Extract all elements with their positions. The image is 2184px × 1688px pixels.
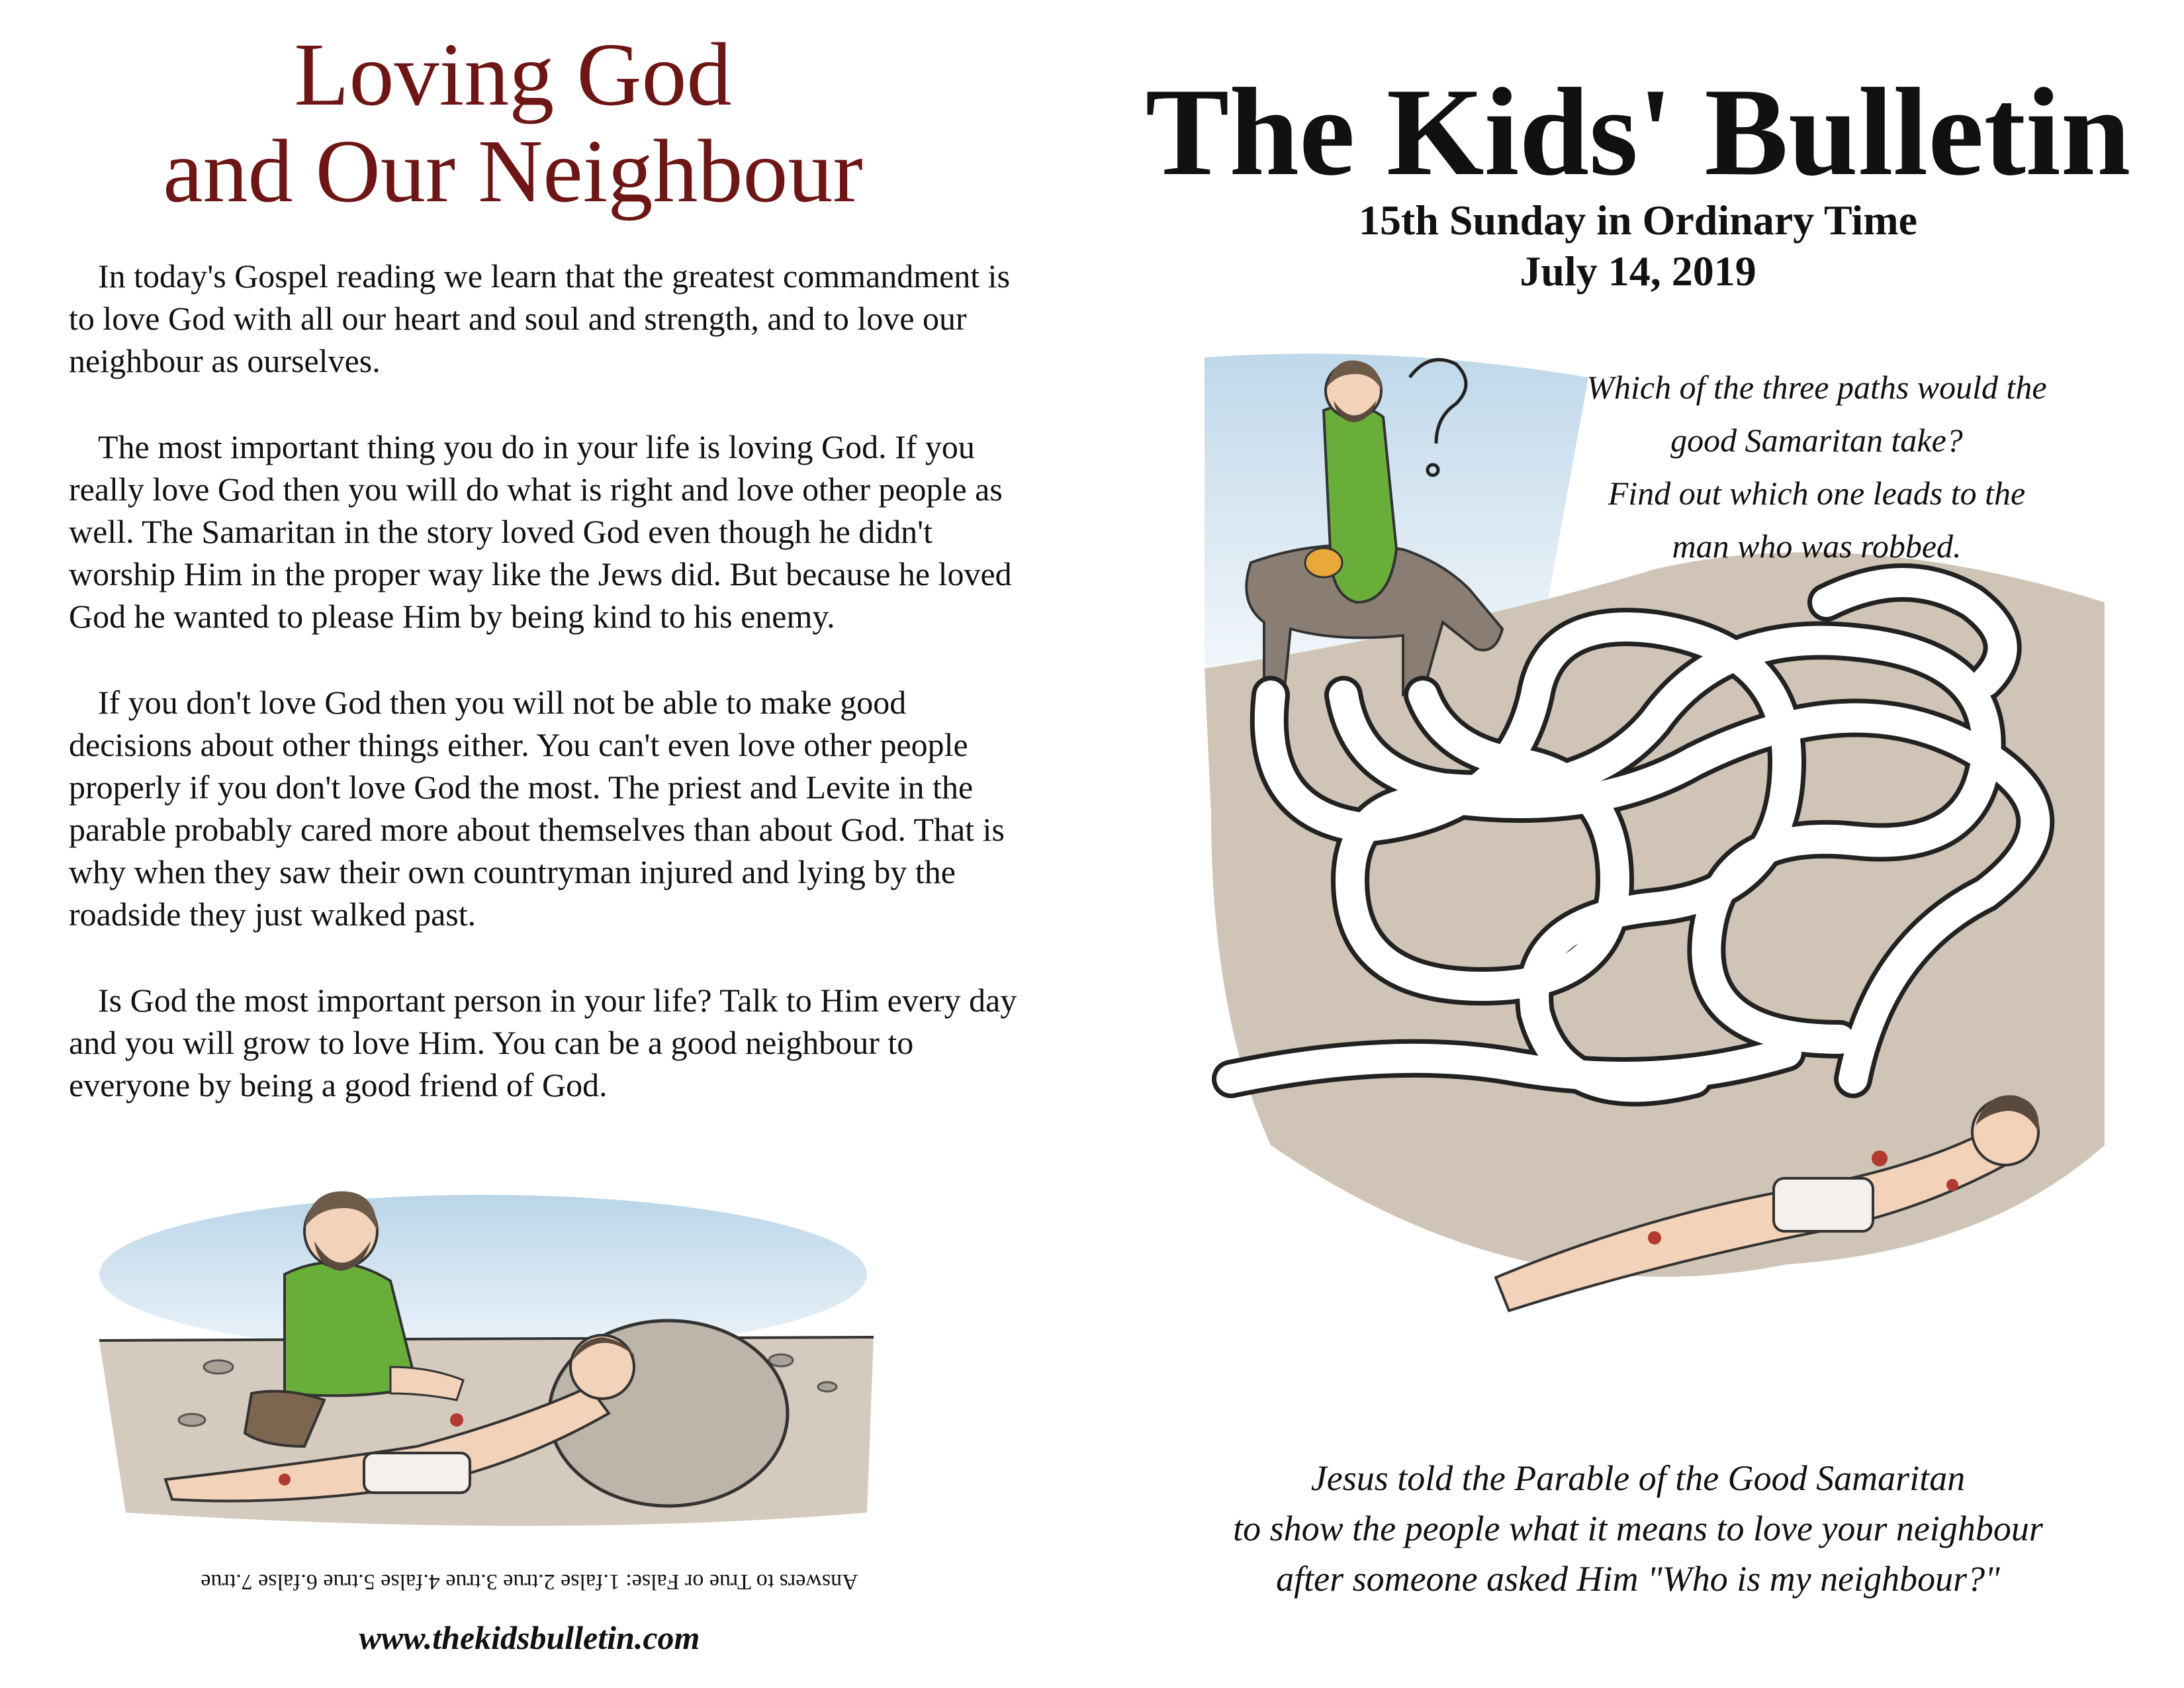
- liturgical-day: 15th Sunday in Ordinary Time: [1358, 197, 1918, 244]
- maze-instructions-line: Which of the three paths would the: [1586, 369, 2047, 406]
- bulletin-title: The Kids' Bulletin: [1145, 63, 2131, 202]
- injured-man-head: [570, 1335, 634, 1399]
- maze-instructions-line: Find out which one leads to the: [1608, 475, 2026, 512]
- bulletin-date: July 14, 2019: [1520, 248, 1756, 295]
- right-panel: [1092, 0, 2184, 1688]
- maze-instructions: [1529, 361, 2105, 573]
- article-paragraph: Is God the most important person in your life? Talk to Him every day and you will grow to love Him. You can be a good neighbour to everyone by being a good friend of God.: [69, 982, 1017, 1103]
- parable-caption: [1132, 1453, 2144, 1604]
- article-paragraph: In today's Gospel reading we learn that the greatest commandment is to love God with all our heart and soul and strength, and to love our neighbour as ourselves.: [69, 258, 1011, 379]
- loincloth: [1774, 1178, 1873, 1231]
- saddle-bag: [1305, 548, 1342, 577]
- parable-caption-line: to show the people what it means to love your neighbour: [1233, 1509, 2043, 1548]
- maze-instructions-line: good Samaritan take?: [1670, 422, 1963, 459]
- loincloth: [364, 1453, 470, 1493]
- samaritan-helping-illustration: [86, 1168, 887, 1539]
- parable-caption-line: Jesus told the Parable of the Good Samaritan: [1310, 1458, 1966, 1498]
- article-body: [69, 255, 1028, 1150]
- website-link[interactable]: www.thekidsbulletin.com: [359, 1619, 700, 1656]
- maze-instructions-line: man who was robbed.: [1672, 528, 1962, 565]
- article-title-line: and Our Neighbour: [163, 122, 863, 221]
- sky-wash: [99, 1195, 867, 1354]
- article-title-line: Loving God: [294, 25, 732, 124]
- article-title: [66, 26, 960, 220]
- parable-caption-line: after someone asked Him "Who is my neighbour?": [1276, 1559, 2000, 1599]
- article-paragraph: The most important thing you do in your life is loving God. If you really love God then you will do what is right and love other people as well. The Samaritan in the story loved God even though he didn't worship Him in the proper way like the Jews did. But because he loved God he wanted to please Him by being kind to his enemy.: [69, 428, 1012, 635]
- article-paragraph: If you don't love God then you will not be able to make good decisions about other things either. You can't even love other people properly if you don't love God the most. The priest and Levite in the parable probably cared more about themselves than about God. That is why when they saw their own countryman injured and lying by the roadside they just walked past.: [69, 684, 1005, 933]
- answers-upside-down: Answers to True or False: 1.false 2.true 3.true 4.false 5.true 6.false 7.true: [201, 1570, 858, 1594]
